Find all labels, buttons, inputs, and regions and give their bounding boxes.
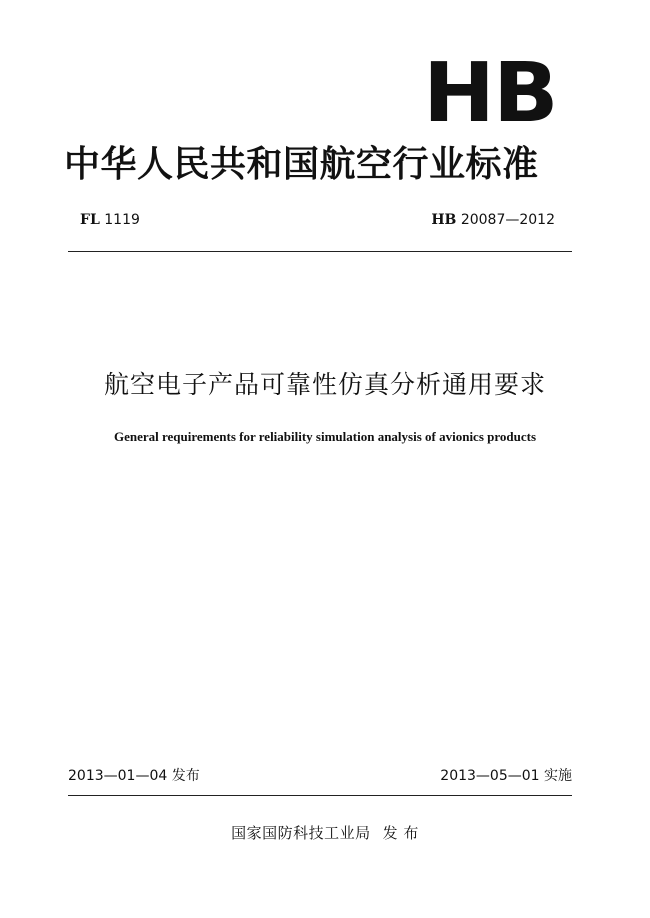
- publisher-name: 国家国防科技工业局: [231, 824, 371, 842]
- top-divider: [68, 251, 572, 252]
- bottom-divider: [68, 795, 572, 796]
- standard-number-prefix: HB: [431, 212, 457, 228]
- issue-date: 2013—01—04 发布: [68, 768, 200, 784]
- standard-number: [431, 211, 555, 229]
- standard-number-value: 20087—2012: [460, 212, 555, 228]
- classification-prefix: FL: [80, 212, 100, 228]
- classification-code: [80, 211, 140, 229]
- standard-category-title: 中华人民共和国航空行业标准: [64, 144, 539, 185]
- document-title-chinese: 航空电子产品可靠性仿真分析通用要求: [103, 370, 546, 399]
- publisher-action: 发 布: [382, 824, 419, 842]
- hb-logo: HB: [423, 46, 557, 141]
- publisher-line: [0, 823, 650, 843]
- classification-number: 1119: [104, 212, 140, 228]
- document-title-english: General requirements for reliability simulation analysis of avionics products: [113, 429, 537, 444]
- implementation-date: 2013—05—01 实施: [440, 768, 572, 784]
